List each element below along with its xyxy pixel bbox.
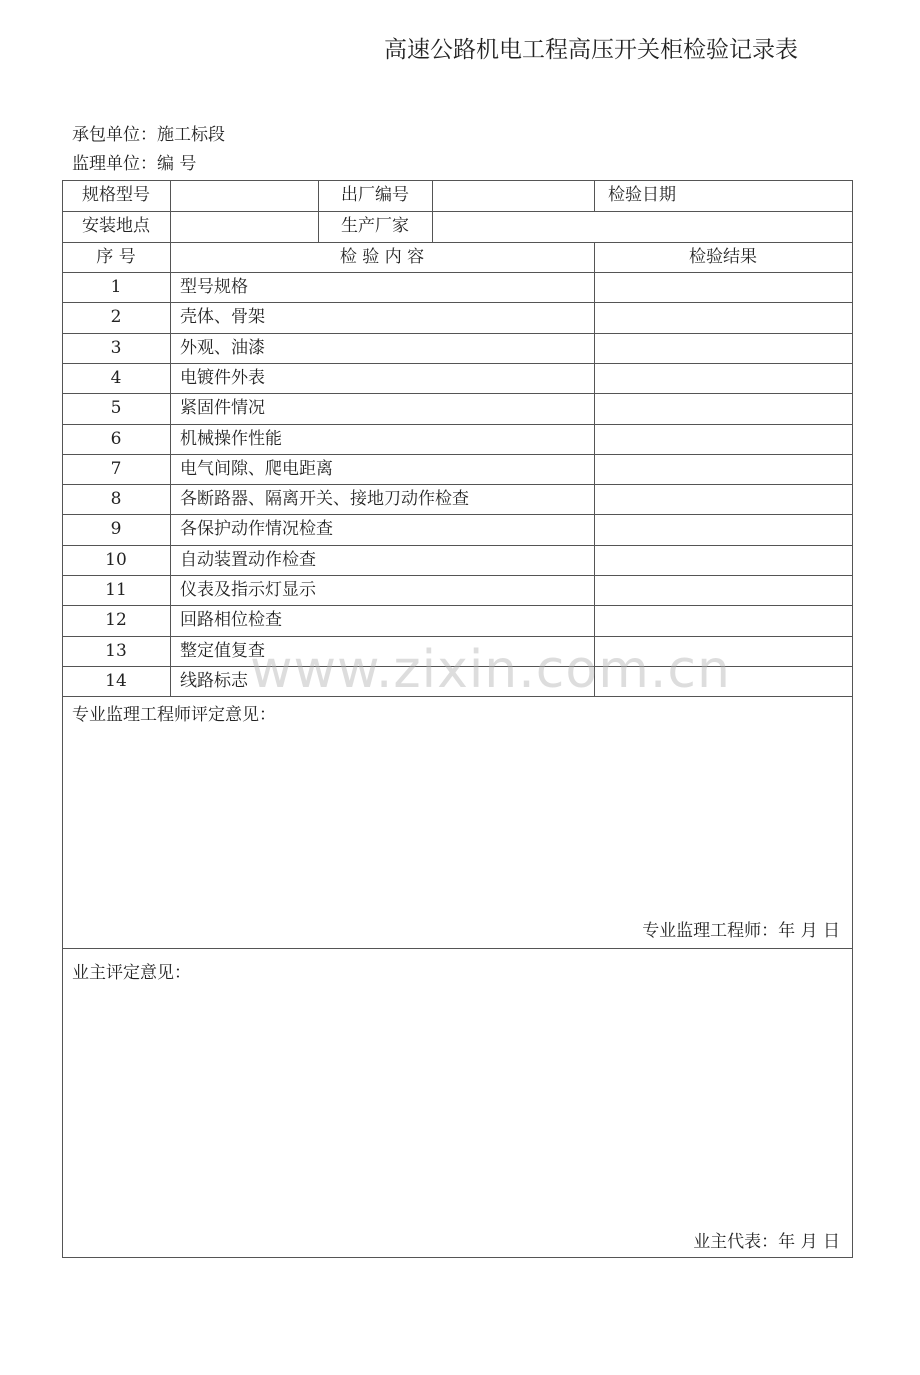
item-result[interactable] — [594, 575, 852, 605]
col-result: 检验结果 — [689, 247, 757, 267]
item-result[interactable] — [594, 514, 852, 545]
col-content: 检 验 内 容 — [339, 247, 425, 267]
table-border — [62, 454, 853, 455]
table-border — [62, 484, 853, 485]
item-no: 6 — [110, 429, 122, 449]
item-result[interactable] — [594, 302, 852, 333]
table-border — [594, 180, 595, 212]
table-border — [62, 666, 853, 667]
item-result[interactable] — [594, 333, 852, 363]
table-border — [62, 393, 853, 394]
table-border — [62, 948, 853, 949]
item-content: 紧固件情况 — [180, 398, 265, 418]
owner-opinion-label: 业主评定意见： — [72, 963, 191, 983]
item-content: 整定值复查 — [180, 641, 265, 661]
item-result[interactable] — [594, 666, 852, 696]
item-no: 7 — [110, 459, 122, 479]
item-result[interactable] — [594, 454, 852, 484]
table-border — [432, 180, 433, 243]
spec-value[interactable] — [170, 180, 318, 211]
item-result[interactable] — [594, 393, 852, 424]
location-label: 安装地点 — [82, 216, 150, 236]
item-result[interactable] — [594, 545, 852, 575]
item-content: 机械操作性能 — [180, 429, 282, 449]
table-border — [62, 363, 853, 364]
item-no: 10 — [105, 550, 127, 570]
supervisor-line: 监理单位：编 号 — [72, 154, 197, 174]
item-result[interactable] — [594, 636, 852, 666]
watermark: www.zixin.com.cn — [250, 640, 731, 700]
table-border — [62, 302, 853, 303]
table-border — [318, 180, 319, 243]
table-border — [62, 211, 853, 212]
engineer-opinion-label: 专业监理工程师评定意见： — [72, 705, 276, 725]
item-content: 壳体、骨架 — [180, 307, 265, 327]
item-no: 1 — [110, 277, 122, 297]
item-result[interactable] — [594, 363, 852, 393]
page-title: 高速公路机电工程高压开关柜检验记录表 — [384, 37, 798, 63]
item-content: 外观、油漆 — [180, 338, 265, 358]
table-border — [62, 636, 853, 637]
table-border — [62, 242, 853, 243]
item-content: 型号规格 — [180, 277, 248, 297]
item-content: 仪表及指示灯显示 — [180, 580, 316, 600]
item-content: 各保护动作情况检查 — [180, 519, 333, 539]
inspect-date-label: 检验日期 — [608, 185, 676, 205]
item-result[interactable] — [594, 605, 852, 636]
item-no: 14 — [105, 671, 127, 691]
table-border — [62, 180, 853, 181]
table-border — [62, 333, 853, 334]
item-content: 电气间隙、爬电距离 — [180, 459, 333, 479]
item-result[interactable] — [594, 484, 852, 514]
item-no: 12 — [105, 610, 127, 630]
table-border — [170, 180, 171, 697]
manufacturer-label: 生产厂家 — [341, 216, 409, 236]
item-no: 5 — [110, 398, 122, 418]
table-border — [62, 180, 63, 1258]
manufacturer-value[interactable] — [432, 211, 852, 242]
item-content: 线路标志 — [180, 671, 248, 691]
table-border — [62, 605, 853, 606]
item-no: 3 — [110, 338, 122, 358]
factory-no-value[interactable] — [432, 180, 594, 211]
table-border — [62, 424, 853, 425]
table-border — [852, 180, 853, 1258]
table-border — [62, 272, 853, 273]
item-no: 9 — [110, 519, 122, 539]
item-no: 4 — [110, 368, 122, 388]
table-border — [594, 242, 595, 697]
item-content: 各断路器、隔离开关、接地刀动作检查 — [180, 489, 469, 509]
location-value[interactable] — [170, 211, 318, 242]
col-seq: 序 号 — [96, 247, 136, 267]
table-border — [62, 696, 853, 697]
item-content: 电镀件外表 — [180, 368, 265, 388]
engineer-sign: 专业监理工程师：年 月 日 — [642, 921, 840, 941]
table-border — [62, 545, 853, 546]
item-result[interactable] — [594, 272, 852, 302]
table-border — [62, 575, 853, 576]
item-no: 8 — [110, 489, 122, 509]
item-no: 11 — [105, 580, 127, 600]
spec-label: 规格型号 — [82, 185, 150, 205]
contractor-line: 承包单位：施工标段 — [72, 125, 225, 145]
item-no: 2 — [110, 307, 122, 327]
item-content: 回路相位检查 — [180, 610, 282, 630]
item-no: 13 — [105, 641, 127, 661]
factory-no-label: 出厂编号 — [341, 185, 409, 205]
table-border — [62, 514, 853, 515]
item-result[interactable] — [594, 424, 852, 454]
item-content: 自动装置动作检查 — [180, 550, 316, 570]
table-border — [62, 1257, 853, 1258]
owner-sign: 业主代表：年 月 日 — [693, 1232, 840, 1252]
